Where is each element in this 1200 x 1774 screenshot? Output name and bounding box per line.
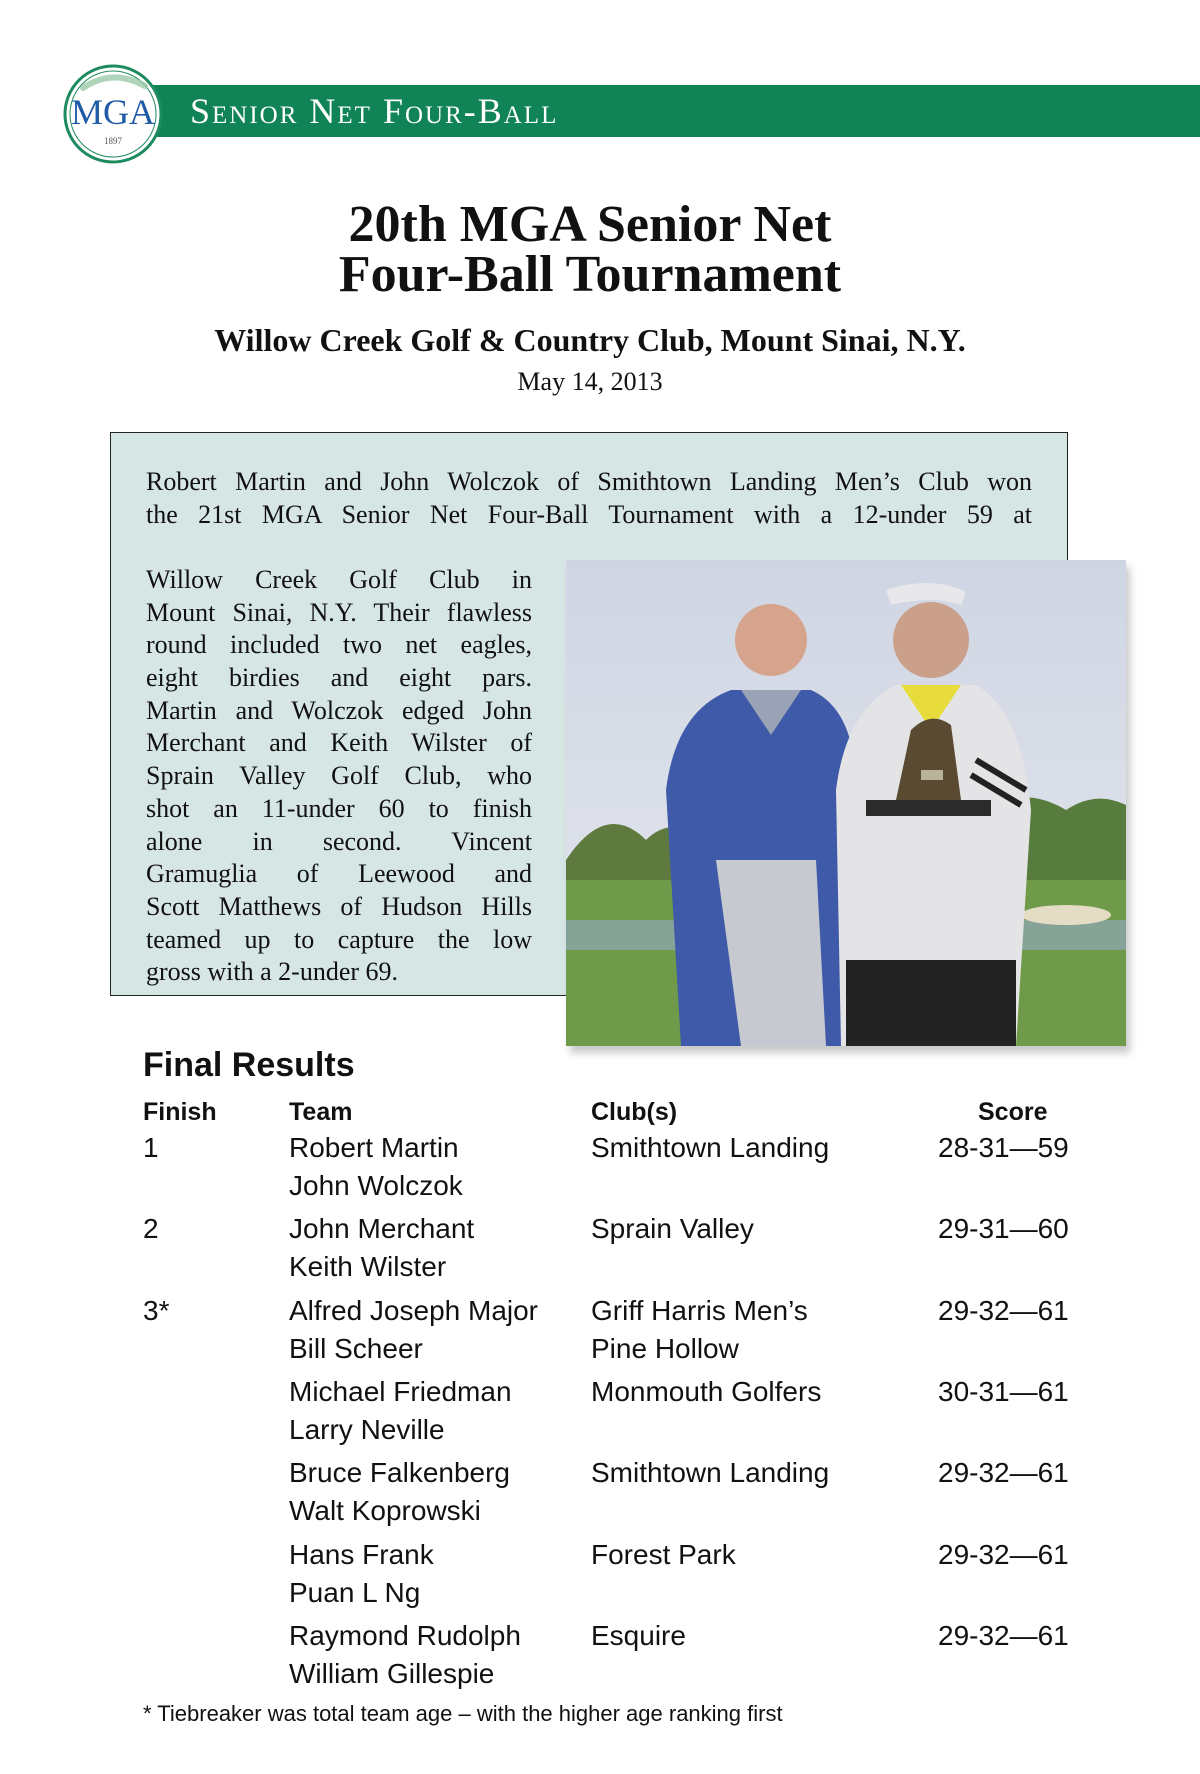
col-head-team: Team (289, 1098, 353, 1126)
title-line-2: Four-Ball Tournament (338, 246, 842, 303)
team-member-cell: William Gillespie (289, 1657, 495, 1689)
col-head-score: Score (978, 1098, 1048, 1126)
club-cell: Smithtown Landing (591, 1457, 830, 1489)
team-member-cell: John Merchant (289, 1213, 475, 1245)
story-line: Martin and Wolczok edged John (146, 695, 532, 725)
club-cell: Sprain Valley (591, 1213, 754, 1245)
club-cell: Esquire (591, 1619, 686, 1651)
team-member-cell: Larry Neville (289, 1413, 445, 1445)
page-title (0, 196, 1180, 303)
title-line-1: 20th MGA Senior Net (348, 196, 832, 253)
team-member-cell: Keith Wilster (289, 1251, 447, 1283)
col-head-finish: Finish (143, 1098, 217, 1126)
story-line: alone in second. Vincent (146, 826, 532, 856)
story-line: Robert Martin and John Wolczok of Smithtown Landing Men’s Club won (146, 467, 1032, 496)
score-cell: 29-31—60 (938, 1213, 1069, 1245)
team-member-cell: Alfred Joseph Major (289, 1294, 539, 1326)
score-cell: 28-31—59 (938, 1132, 1069, 1163)
logo-text: MGA (70, 92, 156, 132)
story-line: teamed up to capture the low (146, 924, 532, 954)
results-heading: Final Results (143, 1046, 355, 1084)
score-cell: 29-32—61 (938, 1294, 1069, 1326)
score-cell: 29-32—61 (938, 1619, 1069, 1651)
story-line: the 21st MGA Senior Net Four-Ball Tournament with a 12-under 59 at (146, 499, 1032, 529)
story-line: round included two net eagles, (146, 630, 532, 660)
score-cell: 29-32—61 (938, 1457, 1069, 1489)
team-member-cell: Robert Martin (289, 1132, 459, 1163)
story-intro (146, 466, 1032, 531)
story-line: Gramuglia of Leewood and (146, 859, 532, 889)
story-line: shot an 11-under 60 to finish (146, 793, 532, 823)
club-cell: Forest Park (591, 1538, 736, 1570)
story-line: Sprain Valley Golf Club, who (146, 761, 532, 791)
event-date: May 14, 2013 (517, 367, 663, 396)
story-column (146, 564, 532, 989)
team-member-cell: Walt Koprowski (289, 1495, 481, 1527)
team-member-cell: Bruce Falkenberg (289, 1457, 511, 1489)
banner-title: Senior Net Four-Ball (190, 91, 559, 131)
team-member-cell: Puan L Ng (289, 1576, 421, 1608)
finish-cell: 3* (143, 1294, 170, 1326)
club-cell: Smithtown Landing (591, 1132, 830, 1163)
story-line: eight birdies and eight pars. (146, 663, 532, 693)
story-line: Merchant and Keith Wilster of (146, 728, 532, 758)
team-member-cell: Bill Scheer (289, 1332, 423, 1364)
header-banner (150, 85, 1200, 137)
story-line: gross with a 2-under 69. (146, 957, 399, 987)
score-cell: 30-31—61 (938, 1375, 1069, 1407)
finish-cell: 1 (143, 1132, 159, 1163)
team-member-cell: Hans Frank (289, 1538, 434, 1570)
story-line: Willow Creek Golf Club in (146, 565, 532, 594)
mga-logo (61, 62, 165, 166)
footnote: * Tiebreaker was total team age – with the higher age ranking first (143, 1701, 783, 1726)
story-line: Scott Matthews of Hudson Hills (146, 891, 532, 921)
col-head-clubs: Club(s) (591, 1098, 678, 1126)
logo-year: 1897 (104, 136, 122, 146)
club-cell: Pine Hollow (591, 1332, 739, 1364)
club-cell: Monmouth Golfers (591, 1375, 822, 1407)
team-member-cell: Raymond Rudolph (289, 1619, 521, 1651)
score-cell: 29-32—61 (938, 1538, 1069, 1570)
team-member-cell: Michael Friedman (289, 1375, 512, 1407)
finish-cell: 2 (143, 1213, 159, 1245)
story-line: Mount Sinai, N.Y. Their flawless (146, 597, 532, 627)
winners-photo (566, 560, 1126, 1046)
team-member-cell: John Wolczok (289, 1170, 463, 1201)
venue: Willow Creek Golf & Country Club, Mount Sinai, N.Y. (214, 322, 966, 358)
club-cell: Griff Harris Men’s (591, 1294, 808, 1326)
